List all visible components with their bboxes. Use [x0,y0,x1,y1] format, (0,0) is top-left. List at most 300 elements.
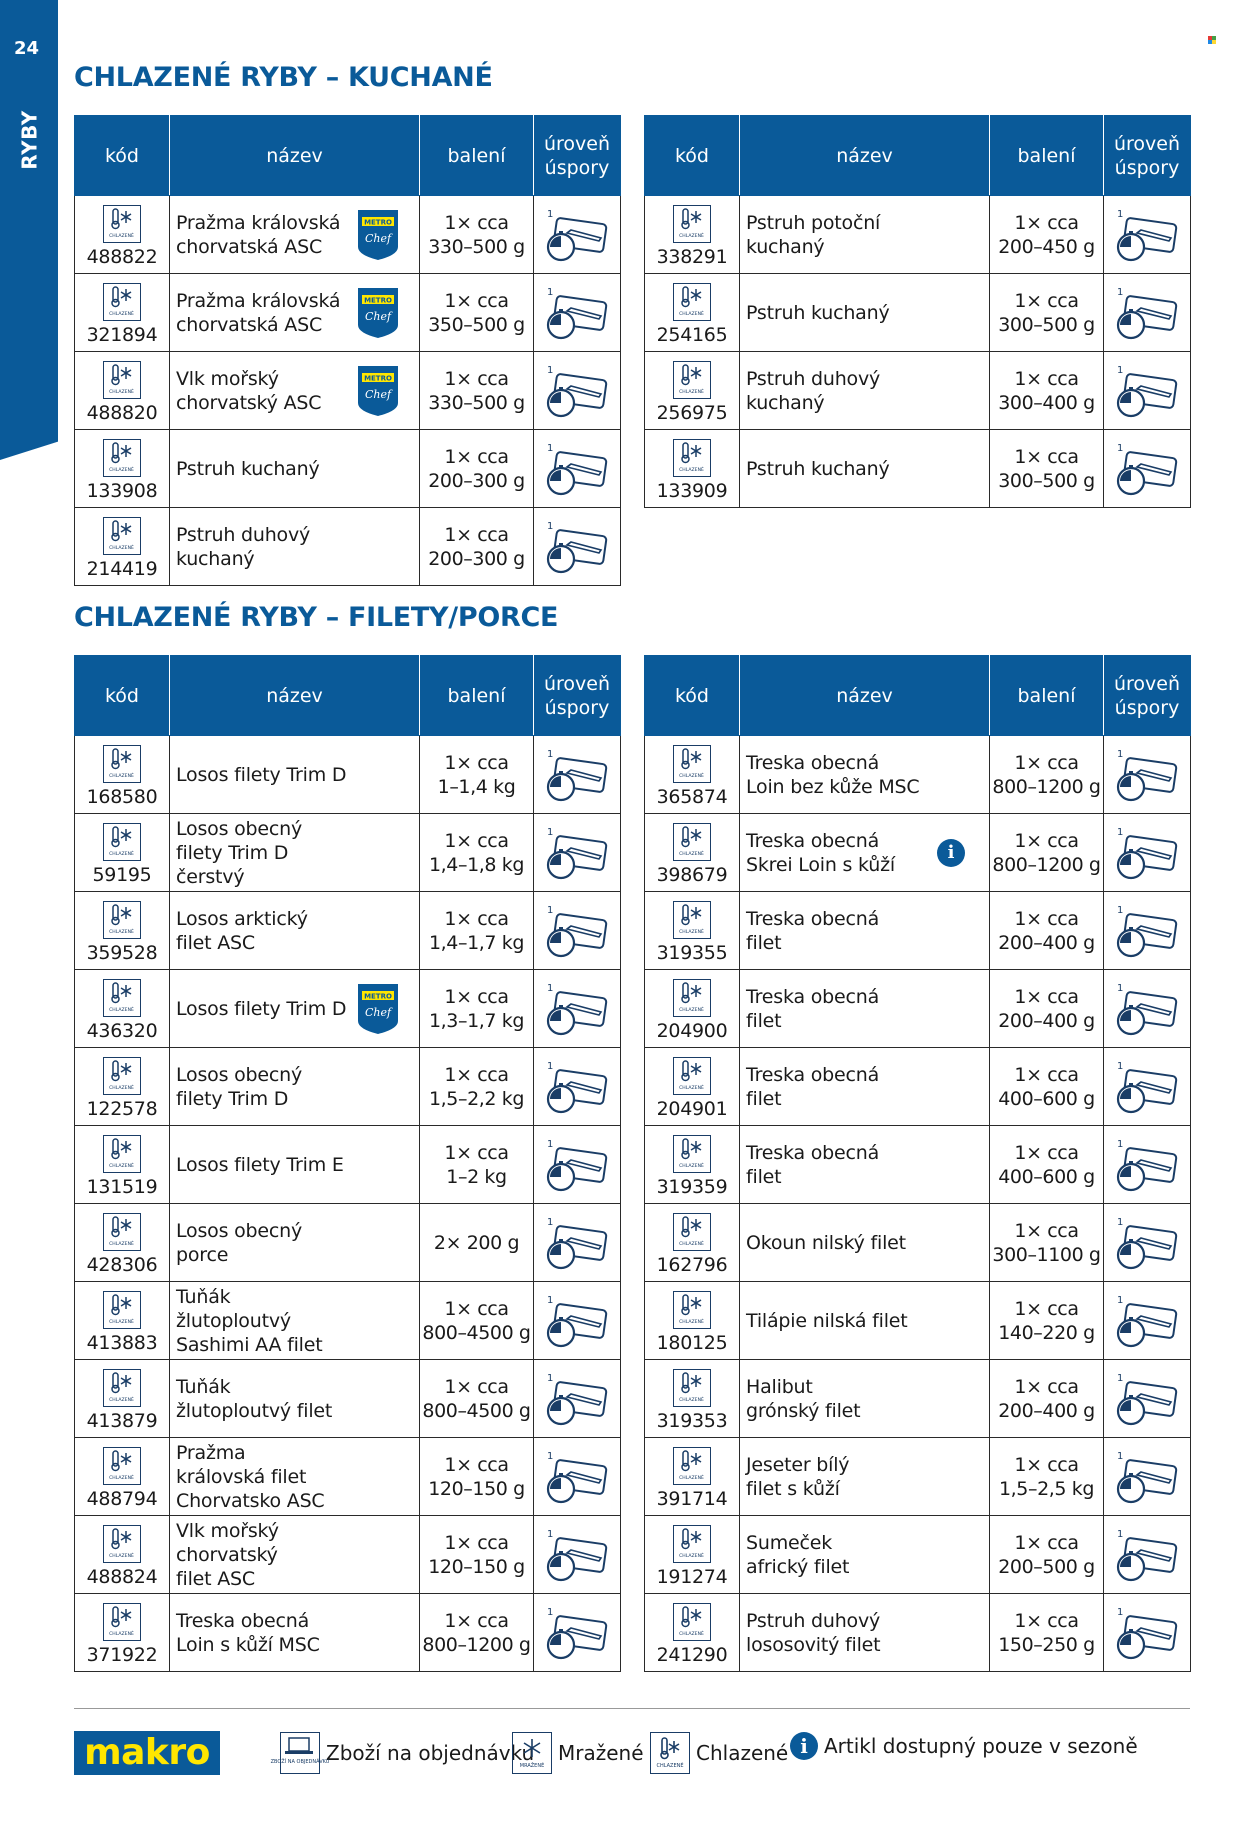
header-uroven: úroveň úspory [1104,656,1191,736]
product-name: Losos filety Trim D [176,763,347,786]
product-name-cell [170,1594,420,1672]
packaging-cell: 1× cca 800–4500 g [420,1282,534,1360]
table-filety-left [74,655,621,1672]
product-name-cell [170,970,420,1048]
product-name-cell [740,430,990,508]
chilled-icon [103,1447,141,1485]
product-code-cell [645,892,740,970]
product-name: Tuňák žlutoploutvý filet [176,1375,333,1422]
svg-text:CHLAZENÉ: CHLAZENÉ [109,774,134,779]
product-code-cell [75,1282,170,1360]
svg-text:1: 1 [1117,208,1124,220]
packaging-cell: 1× cca 1,3–1,7 kg [420,970,534,1048]
metro-chef-badge [357,365,399,417]
table-row [645,892,1191,970]
svg-text:CHLAZENÉ: CHLAZENÉ [679,1242,704,1247]
product-name: Losos filety Trim E [176,1153,344,1176]
section-label: RYBY [18,110,43,170]
product-code: 131519 [86,1176,158,1198]
chilled-icon [673,1213,711,1251]
svg-text:1: 1 [547,1060,554,1072]
svg-text:METRO: METRO [364,374,392,382]
product-name: Pstruh potoční kuchaný [746,211,881,258]
svg-text:CHLAZENÉ: CHLAZENÉ [109,852,134,857]
table-row [645,196,1191,274]
svg-text:1: 1 [1117,904,1124,916]
svg-text:1: 1 [547,1450,554,1462]
chilled-icon [673,283,711,321]
header-baleni: balení [420,116,534,196]
product-name-cell [170,1360,420,1438]
saving-level-icon [541,442,613,477]
product-name-cell [170,892,420,970]
product-name: Jeseter bílý filet s kůží [746,1453,850,1500]
product-name-cell [170,1048,420,1126]
product-code: 204901 [656,1098,728,1120]
saving-level-cell [534,1516,621,1594]
product-code: 191274 [656,1566,728,1588]
product-name-cell [170,274,420,352]
saving-level-icon [1111,748,1183,783]
chilled-icon [673,823,711,861]
saving-level-cell [534,814,621,892]
header-uroven: úroveň úspory [534,116,621,196]
product-code-cell [75,1126,170,1204]
product-name: Vlk mořský chorvatský filet ASC [176,1519,279,1590]
saving-level-icon [541,1216,613,1251]
saving-level-cell [534,1360,621,1438]
saving-level-icon [1111,364,1183,399]
saving-level-icon [541,826,613,861]
svg-text:CHLAZENÉ: CHLAZENÉ [679,852,704,857]
legend-season [790,1732,1138,1760]
chilled-icon [103,361,141,399]
table-row [645,970,1191,1048]
table-row [645,1048,1191,1126]
table-row [75,508,621,586]
product-name: Pstruh kuchaný [746,301,890,324]
frozen-icon [512,1732,552,1774]
product-code-cell [645,1594,740,1672]
saving-level-icon [1111,826,1183,861]
svg-text:1: 1 [547,982,554,994]
metro-chef-badge [357,983,399,1035]
product-code: 391714 [656,1488,728,1510]
svg-text:CHLAZENÉ: CHLAZENÉ [679,1008,704,1013]
product-name: Treska obecná Loin s kůží MSC [176,1609,320,1656]
packaging-cell: 1× cca 200–500 g [990,1516,1104,1594]
chilled-icon [103,439,141,477]
product-code: 428306 [86,1254,158,1276]
product-code-cell [645,1204,740,1282]
saving-level-cell [534,970,621,1048]
packaging-cell: 1× cca 200–400 g [990,892,1104,970]
chilled-icon [673,1525,711,1563]
product-code: 398679 [656,864,728,886]
chilled-icon [103,205,141,243]
packaging-cell: 1× cca 800–1200 g [990,814,1104,892]
svg-text:CHLAZENÉ: CHLAZENÉ [656,1763,684,1769]
table-row [645,814,1191,892]
product-code: 204900 [656,1020,728,1042]
svg-text:CHLAZENÉ: CHLAZENÉ [679,390,704,395]
svg-text:1: 1 [1117,286,1124,298]
saving-level-icon [541,286,613,321]
table-row [75,1126,621,1204]
saving-level-icon [1111,442,1183,477]
svg-text:1: 1 [547,1138,554,1150]
svg-text:CHLAZENÉ: CHLAZENÉ [109,1008,134,1013]
chilled-icon [673,1057,711,1095]
table-row [75,1594,621,1672]
product-code: 488824 [86,1566,158,1588]
product-code: 488820 [86,402,158,424]
metro-chef-badge [357,209,399,261]
saving-level-cell [534,736,621,814]
table-row [75,274,621,352]
chilled-icon [673,901,711,939]
saving-level-cell [534,196,621,274]
svg-text:1: 1 [547,286,554,298]
svg-text:CHLAZENÉ: CHLAZENÉ [109,546,134,551]
header-baleni: balení [990,656,1104,736]
packaging-cell: 1× cca 350–500 g [420,274,534,352]
product-name-cell [740,970,990,1048]
product-code-cell [645,1360,740,1438]
svg-text:Chef: Chef [364,309,392,323]
product-code-cell [75,196,170,274]
chilled-icon [673,439,711,477]
packaging-cell: 1× cca 200–300 g [420,430,534,508]
table-row [75,1516,621,1594]
saving-level-icon [541,982,613,1017]
saving-level-icon [541,520,613,555]
product-code: 254165 [656,324,728,346]
saving-level-cell [534,430,621,508]
saving-level-cell [1104,1360,1191,1438]
svg-text:CHLAZENÉ: CHLAZENÉ [109,1086,134,1091]
product-code-cell [645,352,740,430]
saving-level-icon [541,1294,613,1329]
product-code: 319359 [656,1176,728,1198]
svg-text:Chef: Chef [364,231,392,245]
packaging-cell: 1× cca 300–400 g [990,352,1104,430]
svg-text:1: 1 [547,442,554,454]
product-code-cell [75,970,170,1048]
info-icon: i [937,839,965,867]
table-row [645,1204,1191,1282]
saving-level-cell [534,1126,621,1204]
table-row [645,352,1191,430]
svg-text:1: 1 [547,520,554,532]
saving-level-cell [1104,970,1191,1048]
saving-level-cell [1104,736,1191,814]
product-name-cell [170,430,420,508]
product-code: 122578 [86,1098,158,1120]
product-name: Pražma královská chorvatská ASC [176,289,341,336]
product-code: 488822 [86,246,158,268]
chilled-icon [103,901,141,939]
svg-text:1: 1 [1117,1372,1124,1384]
svg-text:1: 1 [1117,1528,1124,1540]
product-name-cell [740,1282,990,1360]
svg-text:CHLAZENÉ: CHLAZENÉ [679,468,704,473]
saving-level-cell [534,352,621,430]
saving-level-icon [1111,1450,1183,1485]
product-code-cell [75,1204,170,1282]
table-row [75,736,621,814]
packaging-cell: 1× cca 120–150 g [420,1438,534,1516]
product-name-cell [740,1516,990,1594]
product-code-cell [75,1438,170,1516]
saving-level-icon [1111,286,1183,321]
table-row [75,892,621,970]
header-nazev: název [170,656,420,736]
product-code-cell [75,508,170,586]
chilled-icon [673,1603,711,1641]
packaging-cell: 1× cca 1,5–2,2 kg [420,1048,534,1126]
packaging-cell: 1× cca 1,5–2,5 kg [990,1438,1104,1516]
packaging-cell: 1× cca 800–4500 g [420,1360,534,1438]
packaging-cell: 1× cca 400–600 g [990,1048,1104,1126]
product-code: 214419 [86,558,158,580]
product-name-cell [740,1594,990,1672]
product-code-cell [645,1048,740,1126]
svg-text:1: 1 [1117,748,1124,760]
product-name-cell [740,196,990,274]
table-row [75,1048,621,1126]
product-code-cell [75,430,170,508]
chilled-icon [103,1291,141,1329]
svg-text:1: 1 [1117,1060,1124,1072]
table-row [645,1516,1191,1594]
legend-chilled-label: Chlazené [696,1741,789,1765]
saving-level-cell [534,1048,621,1126]
product-name: Pstruh duhový lososovitý filet [746,1609,881,1656]
product-name: Tuňák žlutoploutvý Sashimi AA filet [176,1285,323,1356]
product-code-cell [645,1126,740,1204]
packaging-cell: 1× cca 1–1,4 kg [420,736,534,814]
table-row [645,274,1191,352]
svg-text:1: 1 [547,826,554,838]
footer-divider [74,1708,1190,1709]
product-code-cell [75,1594,170,1672]
svg-text:CHLAZENÉ: CHLAZENÉ [109,1476,134,1481]
product-code-cell [645,1516,740,1594]
table-row [645,1360,1191,1438]
product-name: Losos obecný filety Trim D čerstvý [176,817,303,888]
product-code-cell [75,352,170,430]
svg-text:CHLAZENÉ: CHLAZENÉ [109,1242,134,1247]
svg-text:1: 1 [547,208,554,220]
chilled-icon [103,517,141,555]
legend-season-label: Artikl dostupný pouze v sezoně [824,1734,1138,1758]
saving-level-icon [541,1138,613,1173]
product-name-cell [740,1204,990,1282]
order-box-icon [270,1732,330,1774]
chilled-icon [103,1135,141,1173]
svg-text:CHLAZENÉ: CHLAZENÉ [679,234,704,239]
product-code: 371922 [86,1644,158,1666]
packaging-cell: 1× cca 200–300 g [420,508,534,586]
saving-level-cell [534,1282,621,1360]
product-name: Pstruh duhový kuchaný [176,523,311,570]
header-nazev: název [170,116,420,196]
product-name: Tilápie nilská filet [746,1309,908,1332]
saving-level-cell [534,1204,621,1282]
heading-filety: CHLAZENÉ RYBY – FILETY/PORCE [74,602,559,633]
svg-text:CHLAZENÉ: CHLAZENÉ [109,1632,134,1637]
section-side-tab [0,0,58,460]
product-name-cell [170,352,420,430]
saving-level-cell [1104,352,1191,430]
table-row [75,196,621,274]
svg-text:1: 1 [547,1216,554,1228]
svg-text:1: 1 [547,1528,554,1540]
legend-chilled [650,1732,788,1774]
product-name: Pražma královská filet Chorvatsko ASC [176,1441,325,1512]
saving-level-cell [534,1594,621,1672]
svg-text:CHLAZENÉ: CHLAZENÉ [109,312,134,317]
svg-text:1: 1 [547,1294,554,1306]
svg-text:CHLAZENÉ: CHLAZENÉ [109,1320,134,1325]
svg-text:1: 1 [547,1372,554,1384]
product-code-cell [645,970,740,1048]
packaging-cell: 1× cca 120–150 g [420,1516,534,1594]
product-name-cell [740,1126,990,1204]
legend-frozen-label: Mražené [558,1741,644,1765]
svg-text:CHLAZENÉ: CHLAZENÉ [679,1320,704,1325]
saving-level-cell [1104,814,1191,892]
product-code-cell [645,430,740,508]
product-code-cell [645,1282,740,1360]
product-name: Losos arktický filet ASC [176,907,308,954]
table-row [75,970,621,1048]
saving-level-icon [541,1450,613,1485]
svg-text:CHLAZENÉ: CHLAZENÉ [679,312,704,317]
product-name-cell [740,1360,990,1438]
product-name-cell [170,508,420,586]
saving-level-cell [1104,1594,1191,1672]
packaging-cell: 1× cca 400–600 g [990,1126,1104,1204]
saving-level-cell [1104,1282,1191,1360]
info-icon: i [790,1732,818,1760]
product-name-cell [740,352,990,430]
saving-level-icon [541,1372,613,1407]
header-kod: kód [75,656,170,736]
table-row [645,1438,1191,1516]
product-name-cell [170,1516,420,1594]
product-code: 133908 [86,480,158,502]
packaging-cell: 1× cca 300–1100 g [990,1204,1104,1282]
svg-text:CHLAZENÉ: CHLAZENÉ [109,930,134,935]
product-name: Halibut grónský filet [746,1375,861,1422]
product-code: 162796 [656,1254,728,1276]
saving-level-icon [1111,208,1183,243]
product-name-cell [740,1048,990,1126]
product-name-cell [170,1438,420,1516]
product-code-cell [645,814,740,892]
product-code-cell [75,1048,170,1126]
product-code-cell [75,814,170,892]
svg-text:1: 1 [1117,1606,1124,1618]
packaging-cell: 1× cca 300–500 g [990,274,1104,352]
heading-kuchane: CHLAZENÉ RYBY – KUCHANÉ [74,62,493,93]
product-code: 488794 [86,1488,158,1510]
packaging-cell: 1× cca 800–1200 g [420,1594,534,1672]
product-code-cell [75,736,170,814]
product-code: 256975 [656,402,728,424]
product-name-cell [740,274,990,352]
saving-level-cell [534,892,621,970]
svg-text:CHLAZENÉ: CHLAZENÉ [109,234,134,239]
saving-level-icon [541,1606,613,1641]
svg-text:CHLAZENÉ: CHLAZENÉ [679,774,704,779]
product-name-cell [170,196,420,274]
chilled-icon [103,979,141,1017]
saving-level-icon [1111,1606,1183,1641]
header-baleni: balení [420,656,534,736]
product-code-cell [645,274,740,352]
legend-order-label: Zboží na objednávku [326,1741,535,1765]
makro-logo: makro [74,1731,220,1775]
product-code: 436320 [86,1020,158,1042]
saving-level-icon [1111,1216,1183,1251]
product-code-cell [75,1360,170,1438]
svg-text:1: 1 [547,364,554,376]
packaging-cell: 1× cca 200–450 g [990,196,1104,274]
table-row [75,1282,621,1360]
product-code-cell [645,1438,740,1516]
product-code-cell [645,196,740,274]
saving-level-cell [1104,274,1191,352]
saving-level-icon [1111,1294,1183,1329]
saving-level-icon [541,364,613,399]
packaging-cell: 1× cca 800–1200 g [990,736,1104,814]
product-name-cell [170,736,420,814]
product-name: Okoun nilský filet [746,1231,906,1254]
product-name: Treska obecná filet [746,1141,880,1188]
packaging-cell: 1× cca 150–250 g [990,1594,1104,1672]
saving-level-icon [541,904,613,939]
header-uroven: úroveň úspory [534,656,621,736]
svg-text:CHLAZENÉ: CHLAZENÉ [109,1164,134,1169]
svg-text:1: 1 [1117,982,1124,994]
product-code: 241290 [656,1644,728,1666]
saving-level-cell [1104,1048,1191,1126]
saving-level-cell [1104,196,1191,274]
saving-level-icon [541,208,613,243]
chilled-icon [673,361,711,399]
svg-text:CHLAZENÉ: CHLAZENÉ [109,468,134,473]
saving-level-icon [541,1528,613,1563]
chilled-icon [650,1732,690,1774]
svg-text:1: 1 [1117,442,1124,454]
product-code: 133909 [656,480,728,502]
saving-level-cell [1104,1126,1191,1204]
product-name-cell [170,1204,420,1282]
svg-text:CHLAZENÉ: CHLAZENÉ [679,1086,704,1091]
saving-level-icon [1111,1060,1183,1095]
svg-text:METRO: METRO [364,992,392,1000]
product-name-cell [170,814,420,892]
product-code: 180125 [656,1332,728,1354]
table-row [645,1282,1191,1360]
product-code-cell [645,736,740,814]
saving-level-cell [534,508,621,586]
product-code: 168580 [86,786,158,808]
svg-text:1: 1 [547,748,554,760]
